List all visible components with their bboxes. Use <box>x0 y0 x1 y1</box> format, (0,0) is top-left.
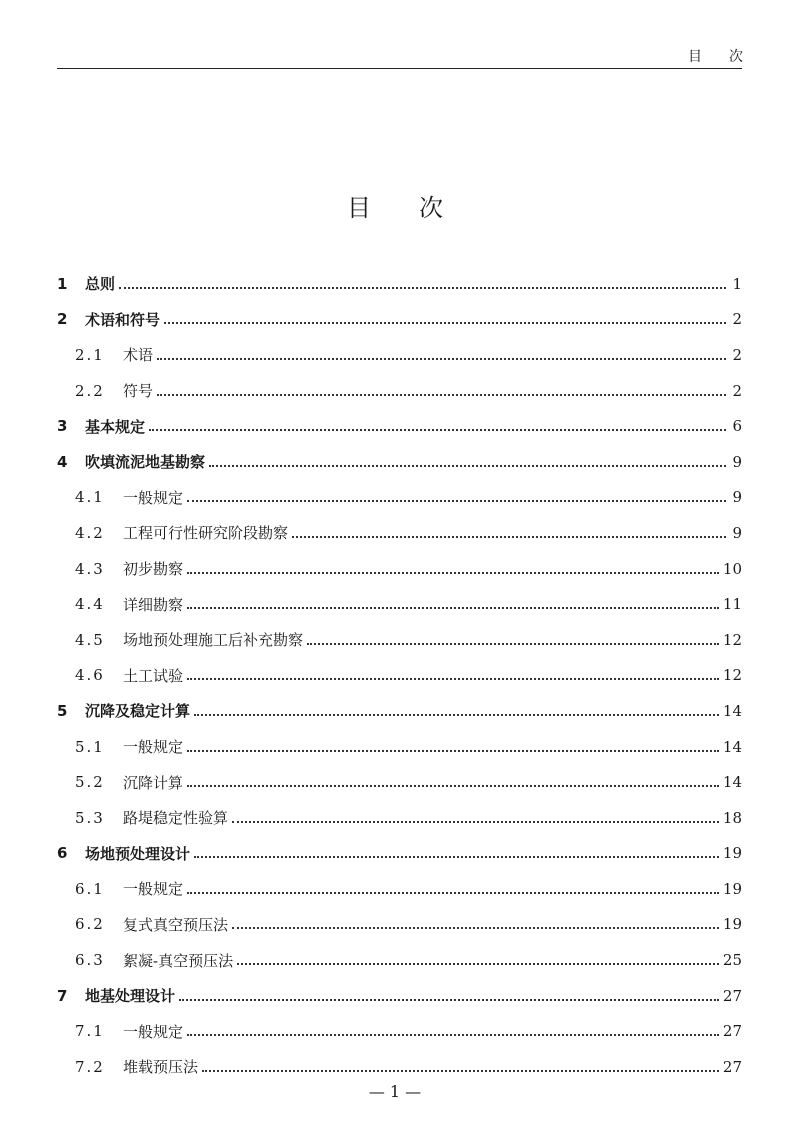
toc-entry-page: 27 <box>722 986 742 1005</box>
toc-entry-label: 吹填流泥地基勘察 <box>85 453 206 472</box>
toc-entry-page: 25 <box>722 951 742 970</box>
toc-entry-label: 符号 <box>123 382 154 401</box>
toc-entry-page: 14 <box>722 773 742 792</box>
toc-entry-number: 2.2 <box>75 381 105 400</box>
table-of-contents <box>57 266 742 1085</box>
toc-entry-label: 一般规定 <box>123 880 184 899</box>
toc-entry-number: 7 <box>57 986 68 1005</box>
toc-entry-number: 4.2 <box>75 523 105 542</box>
toc-entry-label: 土工试验 <box>123 666 184 685</box>
running-header-char-2: 次 <box>729 49 744 65</box>
toc-entry-number: 6 <box>57 844 68 863</box>
running-header <box>688 46 744 66</box>
toc-entry[interactable] <box>57 408 742 444</box>
toc-entry-label: 一般规定 <box>123 488 184 507</box>
toc-entry[interactable] <box>57 622 742 658</box>
toc-entry-number: 7.1 <box>75 1022 105 1041</box>
toc-entry-page: 19 <box>722 844 742 863</box>
toc-dot-leader <box>194 714 719 716</box>
page-title <box>0 188 790 223</box>
toc-entry-number: 6.3 <box>75 951 105 970</box>
toc-entry-label: 堆载预压法 <box>123 1058 199 1077</box>
toc-entry[interactable] <box>57 978 742 1014</box>
toc-entry[interactable] <box>57 1013 742 1049</box>
toc-entry-number: 5.2 <box>75 773 105 792</box>
page-title-char-1: 目 <box>347 194 371 222</box>
toc-entry-number: 2.1 <box>75 345 105 364</box>
toc-entry-page: 18 <box>722 808 742 827</box>
toc-entry-page: 6 <box>732 417 742 436</box>
toc-dot-leader <box>194 856 719 858</box>
toc-entry-label: 路堤稳定性验算 <box>123 809 229 828</box>
toc-entry-page: 2 <box>732 310 742 329</box>
toc-entry[interactable] <box>57 942 742 978</box>
toc-entry-page: 2 <box>732 345 742 364</box>
toc-dot-leader <box>187 500 726 502</box>
toc-entry[interactable] <box>57 658 742 694</box>
toc-entry-label: 复式真空预压法 <box>123 915 229 934</box>
toc-dot-leader <box>119 287 726 289</box>
toc-dot-leader <box>157 394 726 396</box>
toc-entry-label: 初步勘察 <box>123 560 184 579</box>
toc-entry-number: 6.1 <box>75 879 105 898</box>
toc-dot-leader <box>187 572 719 574</box>
toc-entry[interactable] <box>57 373 742 409</box>
toc-entry-number: 7.2 <box>75 1057 105 1076</box>
toc-entry-page: 1 <box>732 274 742 293</box>
toc-entry-page: 19 <box>722 879 742 898</box>
running-header-char-1: 目 <box>688 49 703 65</box>
toc-dot-leader <box>237 963 719 965</box>
toc-dot-leader <box>232 821 719 823</box>
toc-entry[interactable] <box>57 800 742 836</box>
toc-entry[interactable] <box>57 551 742 587</box>
toc-dot-leader <box>232 927 719 929</box>
toc-dot-leader <box>164 322 726 324</box>
toc-dot-leader <box>157 358 726 360</box>
toc-entry-label: 一般规定 <box>123 738 184 757</box>
toc-dot-leader <box>179 999 719 1001</box>
toc-entry-number: 3 <box>57 417 68 436</box>
toc-entry-label: 工程可行性研究阶段勘察 <box>123 524 289 543</box>
page-title-char-2: 次 <box>419 194 443 222</box>
toc-entry-page: 11 <box>722 595 742 614</box>
toc-entry-label: 絮凝-真空预压法 <box>123 951 234 970</box>
toc-entry[interactable] <box>57 693 742 729</box>
toc-entry-page: 14 <box>722 701 742 720</box>
toc-entry-label: 沉降计算 <box>123 773 184 792</box>
toc-entry[interactable] <box>57 729 742 765</box>
toc-dot-leader <box>292 536 726 538</box>
toc-entry-label: 地基处理设计 <box>85 987 176 1006</box>
toc-entry-number: 1 <box>57 274 68 293</box>
toc-entry-label: 场地预处理施工后补充勘察 <box>123 631 304 650</box>
toc-entry-number: 4.6 <box>75 666 105 685</box>
toc-entry[interactable] <box>57 444 742 480</box>
toc-entry-page: 10 <box>722 559 742 578</box>
toc-entry-label: 术语 <box>123 346 154 365</box>
toc-entry[interactable] <box>57 480 742 516</box>
toc-dot-leader <box>307 643 719 645</box>
toc-entry[interactable] <box>57 764 742 800</box>
toc-entry[interactable] <box>57 515 742 551</box>
toc-entry[interactable] <box>57 586 742 622</box>
toc-entry-label: 总则 <box>85 275 116 294</box>
toc-dot-leader <box>187 785 719 787</box>
header-rule <box>57 68 742 69</box>
toc-entry-number: 4.3 <box>75 559 105 578</box>
toc-entry-page: 27 <box>722 1057 742 1076</box>
toc-entry-page: 12 <box>722 666 742 685</box>
toc-entry-number: 5.3 <box>75 808 105 827</box>
toc-entry[interactable] <box>57 1049 742 1085</box>
toc-dot-leader <box>187 1034 719 1036</box>
toc-entry[interactable] <box>57 302 742 338</box>
toc-entry[interactable] <box>57 337 742 373</box>
toc-entry-number: 5.1 <box>75 737 105 756</box>
toc-dot-leader <box>187 750 719 752</box>
page-number-footer: — 1 — <box>368 1082 422 1101</box>
toc-entry-page: 9 <box>732 452 742 471</box>
toc-entry-number: 5 <box>57 701 68 720</box>
toc-entry-page: 9 <box>732 523 742 542</box>
toc-entry-page: 12 <box>722 630 742 649</box>
toc-entry-label: 一般规定 <box>123 1022 184 1041</box>
toc-entry-number: 4 <box>57 452 68 471</box>
toc-entry[interactable] <box>57 836 742 872</box>
toc-entry-number: 4.1 <box>75 488 105 507</box>
toc-entry[interactable] <box>57 871 742 907</box>
toc-dot-leader <box>187 892 719 894</box>
toc-dot-leader <box>209 465 726 467</box>
toc-entry-number: 4.5 <box>75 630 105 649</box>
toc-entry-page: 19 <box>722 915 742 934</box>
toc-entry-label: 基本规定 <box>85 417 146 436</box>
toc-dot-leader <box>149 429 726 431</box>
toc-entry[interactable] <box>57 266 742 302</box>
toc-entry-number: 4.4 <box>75 595 105 614</box>
toc-entry-number: 2 <box>57 310 68 329</box>
toc-entry[interactable] <box>57 907 742 943</box>
toc-dot-leader <box>187 607 719 609</box>
toc-dot-leader <box>187 678 719 680</box>
toc-dot-leader <box>202 1070 719 1072</box>
toc-entry-page: 27 <box>722 1022 742 1041</box>
toc-entry-page: 9 <box>732 488 742 507</box>
toc-entry-label: 沉降及稳定计算 <box>85 702 191 721</box>
toc-entry-label: 场地预处理设计 <box>85 844 191 863</box>
toc-entry-number: 6.2 <box>75 915 105 934</box>
toc-entry-label: 术语和符号 <box>85 310 161 329</box>
toc-entry-page: 14 <box>722 737 742 756</box>
toc-entry-label: 详细勘察 <box>123 595 184 614</box>
toc-entry-page: 2 <box>732 381 742 400</box>
